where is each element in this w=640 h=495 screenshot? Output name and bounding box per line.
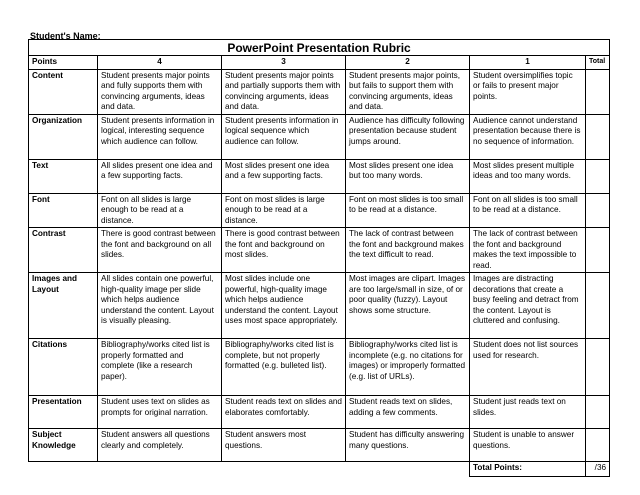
header-score-1: 1 — [470, 56, 586, 70]
score-1-cell: The lack of contrast between the font and background makes the text impossible to read. — [470, 228, 586, 273]
total-cell[interactable] — [586, 228, 610, 273]
criterion-cell: Citations — [29, 339, 98, 396]
total-cell[interactable] — [586, 193, 610, 228]
score-1-cell: Images are distracting decorations that create a busy feeling and detract from the content. Layout is cluttered and confusing. — [470, 273, 586, 339]
header-row — [29, 56, 610, 70]
score-4-cell: There is good contrast between the font and background on all slides. — [98, 228, 222, 273]
score-3-cell: Font on most slides is large enough to be read at a distance. — [222, 193, 346, 228]
total-cell[interactable] — [586, 396, 610, 429]
criterion-cell: Content — [29, 69, 98, 114]
score-2-cell: Most slides present one idea but too many words. — [346, 159, 470, 193]
score-4-cell: Font on all slides is large enough to be read at a distance. — [98, 193, 222, 228]
score-2-cell: The lack of contrast between the font and background makes the text difficult to read. — [346, 228, 470, 273]
score-1-cell: Student oversimplifies topic or fails to present major points. — [470, 69, 586, 114]
score-1-cell: Student does not list sources used for research. — [470, 339, 586, 396]
rubric-row — [29, 429, 610, 462]
score-4-cell: Student uses text on slides as prompts for original narration. — [98, 396, 222, 429]
criterion-cell: Subject Knowledge — [29, 429, 98, 462]
total-cell[interactable] — [586, 114, 610, 159]
total-cell[interactable] — [586, 69, 610, 114]
score-3-cell: Student presents major points and partially supports them with convincing arguments, ideas and data. — [222, 69, 346, 114]
header-score-2: 2 — [346, 56, 470, 70]
criterion-cell: Presentation — [29, 396, 98, 429]
criterion-cell: Images and Layout — [29, 273, 98, 339]
rubric-row — [29, 159, 610, 193]
criterion-cell: Organization — [29, 114, 98, 159]
rubric-title: PowerPoint Presentation Rubric — [29, 40, 610, 56]
student-name-label: Student's Name: — [30, 31, 101, 41]
score-3-cell: Student answers most questions. — [222, 429, 346, 462]
header-score-4: 4 — [98, 56, 222, 70]
score-4-cell: Student presents information in logical, interesting sequence which audience can follow. — [98, 114, 222, 159]
score-2-cell: Font on most slides is too small to be read at a distance. — [346, 193, 470, 228]
score-3-cell: Bibliography/works cited list is complete, but not properly formatted (e.g. bulleted list). — [222, 339, 346, 396]
rubric-table — [28, 39, 610, 477]
criterion-cell: Font — [29, 193, 98, 228]
score-2-cell: Student has difficulty answering many questions. — [346, 429, 470, 462]
total-cell[interactable] — [586, 159, 610, 193]
total-row — [29, 462, 610, 477]
title-row — [29, 40, 610, 56]
score-4-cell: Student presents major points and fully supports them with convincing arguments, ideas and data. — [98, 69, 222, 114]
score-2-cell: Bibliography/works cited list is incomplete (e.g. no citations for images) or improperly formatted (e.g. list of URLs). — [346, 339, 470, 396]
score-3-cell: There is good contrast between the font and background on most slides. — [222, 228, 346, 273]
score-4-cell: Student answers all questions clearly and completely. — [98, 429, 222, 462]
rubric-row — [29, 396, 610, 429]
rubric-row — [29, 193, 610, 228]
score-1-cell: Most slides present multiple ideas and too many words. — [470, 159, 586, 193]
score-1-cell: Font on all slides is too small to be read at a distance. — [470, 193, 586, 228]
rubric-row — [29, 339, 610, 396]
criterion-cell: Contrast — [29, 228, 98, 273]
total-points-label: Total Points: — [470, 462, 586, 477]
total-cell[interactable] — [586, 273, 610, 339]
rubric-row — [29, 228, 610, 273]
score-2-cell: Student presents major points, but fails to support them with convincing arguments, ideas and data. — [346, 69, 470, 114]
score-3-cell: Student reads text on slides and elaborates comfortably. — [222, 396, 346, 429]
total-cell[interactable] — [586, 429, 610, 462]
score-1-cell: Student just reads text on slides. — [470, 396, 586, 429]
score-4-cell: All slides contain one powerful, high-quality image per slide which helps audience understand the content. Layout is visually pleasing. — [98, 273, 222, 339]
header-score-3: 3 — [222, 56, 346, 70]
header-points: Points — [29, 56, 98, 70]
score-1-cell: Student is unable to answer questions. — [470, 429, 586, 462]
rubric-row — [29, 273, 610, 339]
score-4-cell: Bibliography/works cited list is properly formatted and complete (like a research paper). — [98, 339, 222, 396]
rubric-body — [29, 69, 610, 462]
total-cell[interactable] — [586, 339, 610, 396]
header-total: Total — [586, 56, 610, 70]
score-3-cell: Most slides present one idea and a few supporting facts. — [222, 159, 346, 193]
score-2-cell: Student reads text on slides, adding a few comments. — [346, 396, 470, 429]
score-3-cell: Student presents information in logical sequence which audience can follow. — [222, 114, 346, 159]
score-4-cell: All slides present one idea and a few supporting facts. — [98, 159, 222, 193]
score-1-cell: Audience cannot understand presentation because there is no sequence of information. — [470, 114, 586, 159]
rubric-row — [29, 114, 610, 159]
score-2-cell: Most images are clipart. Images are too large/small in size, of or poor quality (fuzzy). Layout shows some structure. — [346, 273, 470, 339]
rubric-row — [29, 69, 610, 114]
score-2-cell: Audience has difficulty following presentation because student jumps around. — [346, 114, 470, 159]
score-3-cell: Most slides include one powerful, high-quality image which helps audience understand the content. Layout uses most space appropriately. — [222, 273, 346, 339]
total-points-value: /36 — [586, 462, 610, 477]
criterion-cell: Text — [29, 159, 98, 193]
